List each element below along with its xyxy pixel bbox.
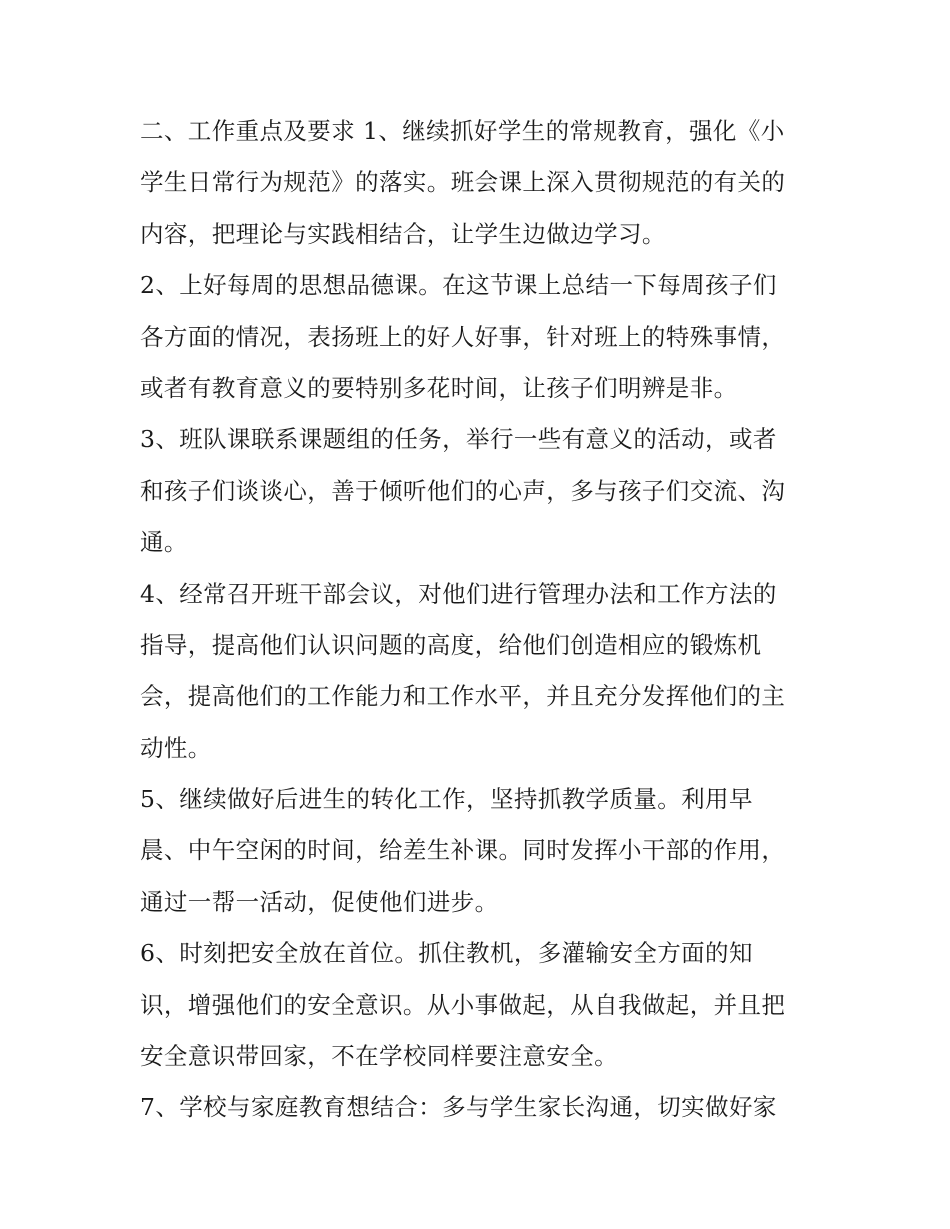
text-line: 2、上好每周的思想品德课。在这节课上总结一下每周孩子们 [140, 271, 777, 300]
text-line: 通。 [140, 528, 188, 557]
text-line: 学生日常行为规范》的落实。班会课上深入贯彻规范的有关的 [140, 168, 786, 197]
text-line: 3、班队课联系课题组的任务，举行一些有意义的活动，或者 [140, 425, 777, 454]
text-line: 通过一帮一活动，促使他们进步。 [140, 887, 499, 916]
text-line: 或者有教育意义的要特别多花时间，让孩子们明辨是非。 [140, 373, 738, 402]
text-line: 4、经常召开班干部会议，对他们进行管理办法和工作方法的 [140, 579, 777, 608]
text-line: 指导，提高他们认识问题的高度，给他们创造相应的锻炼机 [140, 630, 762, 659]
text-line: 7、学校与家庭教育想结合：多与学生家长沟通，切实做好家 [140, 1093, 777, 1122]
text-line: 二、工作重点及要求 1、继续抓好学生的常规教育，强化《小 [140, 117, 785, 145]
text-line: 6、时刻把安全放在首位。抓住教机，多灌输安全方面的知 [140, 939, 753, 968]
text-line: 内容，把理论与实践相结合，让学生边做边学习。 [140, 219, 666, 248]
text-line: 会，提高他们的工作能力和工作水平，并且充分发挥他们的主 [140, 682, 786, 711]
text-line: 晨、中午空闲的时间，给差生补课。同时发挥小干部的作用， [140, 836, 786, 865]
text-line: 识，增强他们的安全意识。从小事做起，从自我做起，并且把 [140, 990, 786, 1019]
text-line: 各方面的情况，表扬班上的好人好事，针对班上的特殊事情， [140, 322, 786, 351]
text-line: 安全意识带回家，不在学校同样要注意安全。 [140, 1042, 618, 1071]
text-line: 和孩子们谈谈心，善于倾听他们的心声，多与孩子们交流、沟 [140, 476, 786, 505]
text-line: 5、继续做好后进生的转化工作，坚持抓教学质量。利用早 [140, 785, 753, 814]
body-text [140, 106, 820, 1134]
text-line: 动性。 [140, 733, 212, 762]
